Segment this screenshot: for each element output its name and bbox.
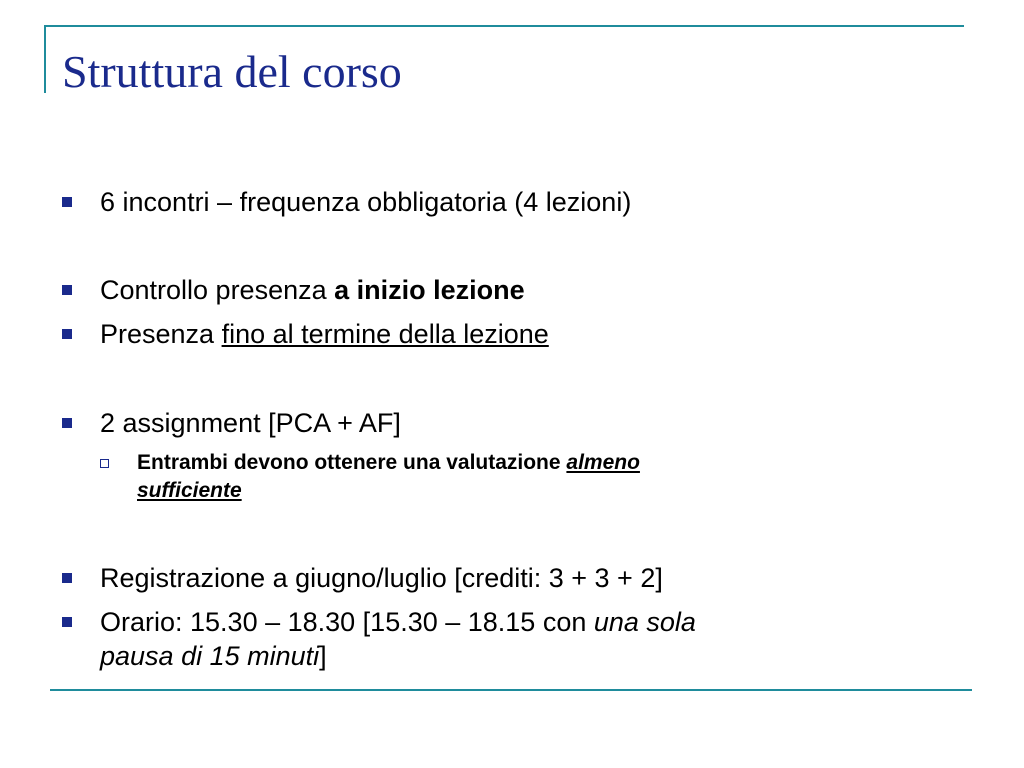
bottom-frame-line xyxy=(50,689,972,691)
bullet-text xyxy=(100,317,950,351)
bullet-text-bold: a inizio lezione xyxy=(334,275,525,305)
square-bullet-icon xyxy=(62,285,72,295)
slide-title: Struttura del corso xyxy=(62,46,402,97)
hollow-square-bullet-icon xyxy=(100,459,109,468)
square-bullet-icon xyxy=(62,617,72,627)
sub-bullet-text-prefix: Entrambi devono ottenere una valutazione xyxy=(137,451,567,474)
square-bullet-icon xyxy=(62,418,72,428)
top-frame-line xyxy=(44,25,964,27)
bullet-text: 6 incontri – frequenza obbligatoria (4 lezioni) xyxy=(100,187,632,217)
left-frame-line xyxy=(44,25,46,93)
bullet-text-prefix: Orario: 15.30 – 18.30 [15.30 – 18.15 con xyxy=(100,607,594,637)
bullet-text-underlined: fino al termine della lezione xyxy=(221,319,549,349)
bullet-text: Registrazione a giugno/luglio [crediti: 3 + 3 + 2] xyxy=(100,563,663,593)
bullet-text: 2 assignment [PCA + AF] xyxy=(100,408,401,438)
bullet-text-prefix: Controllo presenza xyxy=(100,275,335,305)
bullet-text xyxy=(100,273,950,307)
bullet-text-prefix: Presenza xyxy=(100,319,222,349)
square-bullet-icon xyxy=(62,329,72,339)
bullet-text-italic: pausa di 15 minuti xyxy=(100,641,320,671)
sub-bullet-text-emphasis: almeno xyxy=(566,451,640,474)
sub-bullet-text-emphasis: sufficiente xyxy=(137,479,242,502)
square-bullet-icon xyxy=(62,573,72,583)
square-bullet-icon xyxy=(62,197,72,207)
bullet-text xyxy=(100,605,950,673)
bullet-text-suffix: ] xyxy=(319,641,327,671)
sub-bullet-text xyxy=(137,449,897,505)
bullet-text-italic: una sola xyxy=(593,607,696,637)
